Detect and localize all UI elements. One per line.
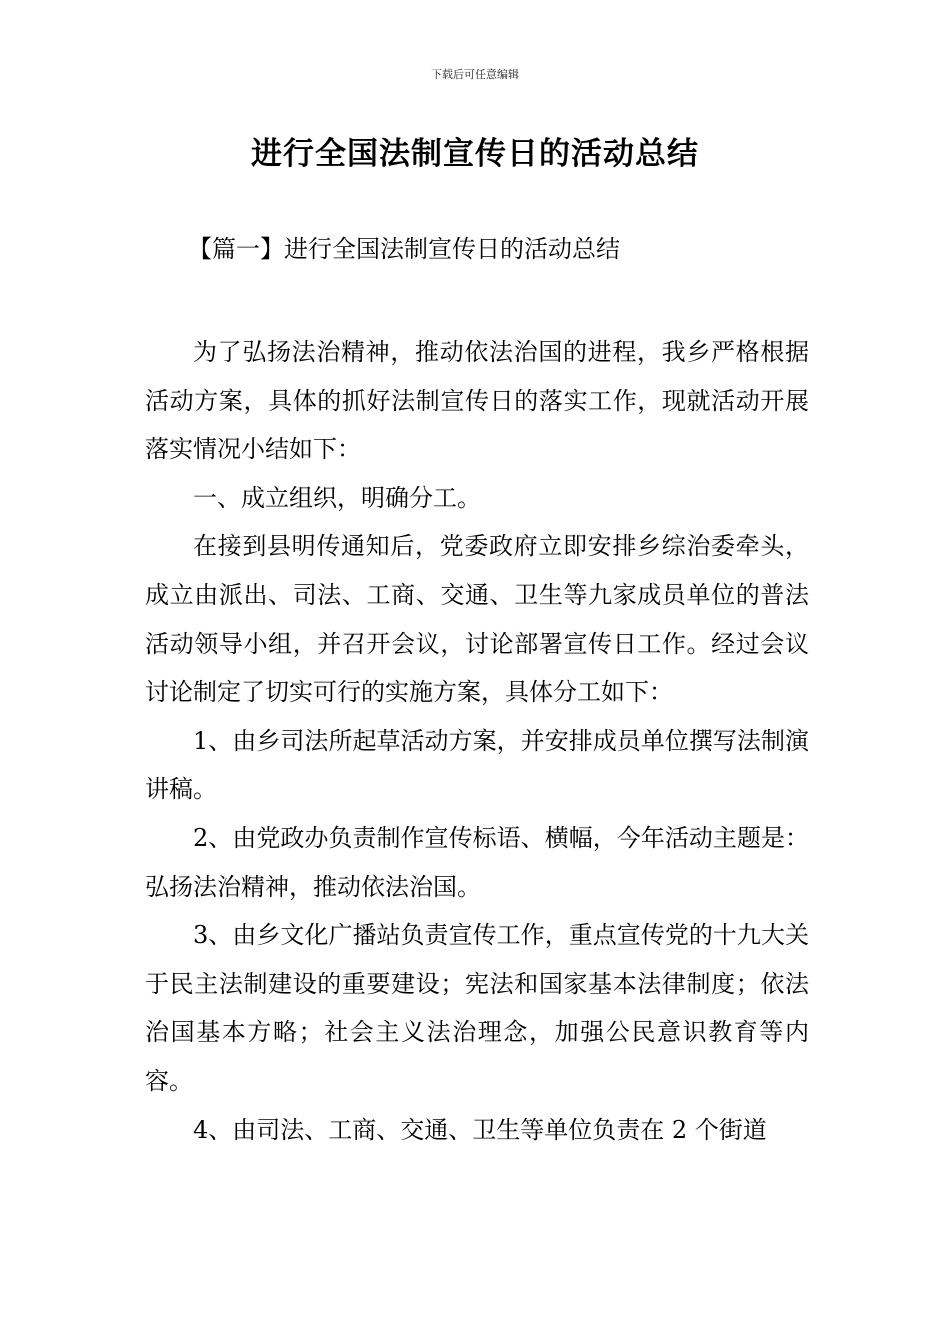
document-body: [145, 328, 809, 1154]
paragraph: 3、由乡文化广播站负责宣传工作，重点宣传党的十九大关于民主法制建设的重要建设；宪法和国家基本法律制度；依法治国基本方略；社会主义法治理念，加强公民意识教育等内容。: [145, 921, 809, 1095]
paragraph: 为了弘扬法治精神，推动依法治国的进程，我乡严格根据活动方案，具体的抓好法制宣传日的落实工作，现就活动开展落实情况小结如下：: [145, 338, 809, 464]
paragraph: 在接到县明传通知后，党委政府立即安排乡综治委牵头，成立由派出、司法、工商、交通、卫生等九家成员单位的普法活动领导小组，并召开会议，讨论部署宣传日工作。经过会议讨论制定了切实可行的实施方案，具体分工如下：: [145, 532, 809, 707]
paragraph: 一、成立组织，明确分工。: [193, 483, 481, 512]
paragraph: 2、由党政办负责制作宣传标语、横幅，今年活动主题是：弘扬法治精神，推动依法治国。: [145, 823, 809, 901]
document-title: 进行全国法制宣传日的活动总结: [251, 136, 699, 172]
paragraph: 4、由司法、工商、交通、卫生等单位负责在 2 个街道: [193, 1115, 767, 1144]
paragraph: 1、由乡司法所起草活动方案，并安排成员单位撰写法制演讲稿。: [145, 726, 809, 804]
section-heading: 【篇一】进行全国法制宣传日的活动总结: [188, 235, 620, 263]
page-header-note: 下载后可任意编辑: [431, 68, 519, 81]
